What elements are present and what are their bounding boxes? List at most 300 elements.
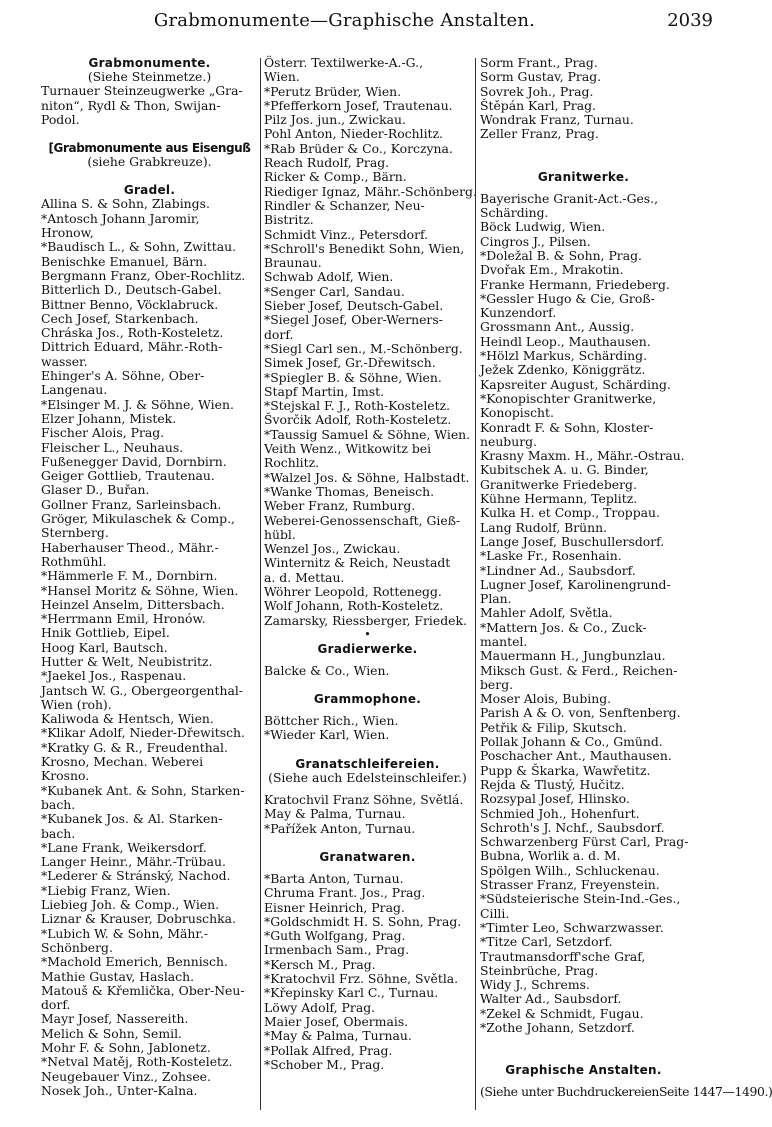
directory-entry <box>264 313 471 342</box>
directory-entry <box>41 684 258 713</box>
directory-entry <box>41 312 258 326</box>
entry-line: Langenau. <box>41 382 108 398</box>
directory-entry <box>264 714 471 728</box>
directory-entry <box>41 855 258 869</box>
entry-line: niton“, Rydl & Thon, Swijan- <box>41 97 221 113</box>
entry-line: Grossmann Ant., Aussig. <box>480 319 635 335</box>
section-heading: Granatschleifereien. <box>295 756 440 771</box>
entry-line: *Perutz Brüder, Wien. <box>264 83 402 99</box>
directory-entry <box>264 285 471 299</box>
directory-entry <box>41 326 258 340</box>
entry-line: Podol. <box>41 111 80 127</box>
entry-line: *Timter Leo, Schwarzwasser. <box>480 919 664 935</box>
entry-line: *Kubanek Ant. & Sohn, Starken- <box>41 782 245 798</box>
entry-line: Ježek Zdenko, Königgrätz. <box>480 362 646 378</box>
directory-entry <box>480 835 687 864</box>
spacer <box>480 1049 687 1063</box>
entry-line: *Lubich W. & Sohn, Mähr.- <box>41 925 209 941</box>
directory-entry <box>264 542 471 556</box>
entry-line: *Schober M., Prag. <box>264 1056 385 1072</box>
directory-entry <box>264 1029 471 1043</box>
spacer <box>264 836 471 850</box>
entry-line: Schärding. <box>480 205 549 221</box>
entry-line: Widy J., Schrems. <box>480 977 590 993</box>
entry-line: Maier Josef, Obermais. <box>264 1013 409 1029</box>
directory-entry <box>264 1015 471 1029</box>
entry-line: Krosno, Mechan. Weberei <box>41 754 204 770</box>
directory-entry <box>480 692 687 706</box>
entry-line: Chráska Jos., Roth-Kosteletz. <box>41 325 224 341</box>
directory-entry <box>480 950 687 979</box>
directory-entry <box>480 606 687 620</box>
directory-entry <box>480 621 687 650</box>
entry-line: Schönberg. <box>41 939 113 955</box>
directory-entry <box>480 449 687 463</box>
directory-entry <box>480 249 687 263</box>
cross-reference-note <box>480 1084 772 1100</box>
entry-line: *Liebig Franz, Wien. <box>41 882 171 898</box>
entry-line: Sovrek Joh., Prag. <box>480 83 594 99</box>
entry-line: Trautmansdorff'sche Graf, <box>480 948 646 964</box>
directory-entry <box>264 499 471 513</box>
entry-line: Kulka H. et Comp., Troppau. <box>480 505 660 521</box>
directory-entry <box>480 235 687 249</box>
entry-line: Miksch Gust. & Ferd., Reichen- <box>480 662 678 678</box>
directory-entry <box>480 1007 687 1021</box>
entry-line: Lugner Josef, Karolinengrund- <box>480 576 671 592</box>
directory-entry <box>480 192 687 221</box>
cross-reference-note <box>264 771 471 785</box>
entry-line: Cingros J., Pilsen. <box>480 233 591 249</box>
entry-line: wasser. <box>41 353 88 369</box>
directory-entry <box>480 821 687 835</box>
entry-line: *Herrmann Emil, Hronów. <box>41 611 206 627</box>
spacer <box>480 142 687 156</box>
entry-line: Heinzel Anselm, Dittersbach. <box>41 596 225 612</box>
entry-line: *Schroll's Benedikt Sohn, Wien, <box>264 240 465 256</box>
directory-entry <box>264 56 471 85</box>
directory-entry <box>41 841 258 855</box>
directory-entry <box>264 1058 471 1072</box>
entry-line: Melich & Sohn, Semil. <box>41 1025 182 1041</box>
entry-line: *Lederer & Stránský, Nachod. <box>41 868 231 884</box>
entry-line: *Lindner Ad., Saubsdorf. <box>480 562 636 578</box>
directory-entry <box>41 741 258 755</box>
page-number: 2039 <box>667 10 713 31</box>
entry-line: Kratochvil Franz Söhne, Světlá. <box>264 792 464 808</box>
directory-entry <box>480 649 687 663</box>
directory-entry <box>480 1021 687 1035</box>
entry-line: Allina S. & Sohn, Zlabings. <box>41 196 210 212</box>
section-heading: Granatwaren. <box>319 849 416 864</box>
bullet-mark: • <box>364 627 371 641</box>
directory-entry <box>264 142 471 156</box>
entry-line: Benischke Emanuel, Bärn. <box>41 253 208 269</box>
entry-line: Böttcher Rich., Wien. <box>264 713 399 729</box>
entry-line: Walter Ad., Saubsdorf. <box>480 991 622 1007</box>
directory-entry <box>41 712 258 726</box>
directory-entry <box>480 127 687 141</box>
entry-line: Heindl Leop., Mauthausen. <box>480 333 651 349</box>
spacer <box>41 169 258 183</box>
section-heading: Granitwerke. <box>537 169 630 184</box>
entry-line: Rothmühl. <box>41 553 107 569</box>
entry-line: Geiger Gottlieb, Trautenau. <box>41 468 215 484</box>
entry-line: *Walzel Jos. & Söhne, Halbstadt. <box>264 469 470 485</box>
directory-entry <box>41 426 258 440</box>
directory-entry <box>264 270 471 284</box>
directory-entry <box>264 170 471 184</box>
cross-reference-note <box>41 155 258 169</box>
directory-entry <box>264 299 471 313</box>
entry-line: *Pařížek Anton, Turnau. <box>264 820 416 836</box>
cross-reference-note <box>41 70 258 84</box>
entry-line: Weber Franz, Rumburg. <box>264 498 416 514</box>
spacer <box>480 156 687 170</box>
entry-line: *Titze Carl, Setzdorf. <box>480 934 613 950</box>
entry-line: Riediger Ignaz, Mähr.-Schönberg. <box>264 183 477 199</box>
entry-line: *Senger Carl, Sandau. <box>264 283 405 299</box>
directory-entry <box>41 512 258 541</box>
entry-line: Sieber Josef, Deutsch-Gabel. <box>264 298 444 314</box>
entry-line: *Lane Frank, Weikersdorf. <box>41 839 207 855</box>
spacer <box>41 127 258 141</box>
section-heading: Grabmonumente. <box>88 56 211 70</box>
entry-line: Rindler & Schanzer, Neu- <box>264 197 425 213</box>
entry-line: *Siegl Carl sen., M.-Schönberg. <box>264 340 463 356</box>
directory-entry <box>480 220 687 234</box>
entry-line: (Siehe Steinmetze.) <box>87 69 212 84</box>
directory-entry <box>41 641 258 655</box>
entry-line: Wien. <box>264 69 300 85</box>
directory-entry <box>41 812 258 841</box>
entry-line: *Guth Wolfgang, Prag. <box>264 928 406 944</box>
entry-line: Matouš & Křemlička, Ober-Neu- <box>41 982 245 998</box>
directory-entry <box>480 421 687 450</box>
entry-line: Irmenbach Sam., Prag. <box>264 942 410 958</box>
directory-entry <box>41 1027 258 1041</box>
entry-line: *Rab Brüder & Co., Korczyna. <box>264 140 453 156</box>
directory-entry <box>41 612 258 626</box>
section-heading: Gradierwerke. <box>317 641 418 656</box>
entry-line: Fischer Alois, Prag. <box>41 425 165 441</box>
directory-entry <box>41 412 258 426</box>
entry-line: Ehinger's A. Söhne, Ober- <box>41 368 205 384</box>
entry-line: Weberei-Genossenschaft, Gieß- <box>264 512 461 528</box>
directory-entry <box>264 85 471 99</box>
entry-line: Hnik Gottlieb, Eipel. <box>41 625 170 641</box>
directory-entry <box>41 1084 258 1098</box>
entry-line: Ricker & Comp., Bärn. <box>264 169 407 185</box>
directory-entry <box>41 726 258 740</box>
entry-line: *Antosch Johann Jaromir, <box>41 210 200 226</box>
entry-line: Pollak Johann & Co., Gmünd. <box>480 734 663 750</box>
directory-entry <box>41 369 258 398</box>
entry-line: Parish A & O. von, Senftenberg. <box>480 705 681 721</box>
entry-line: bach. <box>41 796 76 812</box>
directory-entry <box>264 599 471 613</box>
directory-entry <box>264 556 471 585</box>
entry-line: Bistritz. <box>264 212 314 228</box>
entry-line: Seite 1447—1490.) <box>658 1084 772 1100</box>
entry-line: *Zekel & Schmidt, Fugau. <box>480 1005 644 1021</box>
entry-line: Spölgen Wilh., Schluckenau. <box>480 862 660 878</box>
entry-line: Švorčik Adolf, Roth-Kosteletz. <box>264 412 452 428</box>
directory-entry <box>480 99 687 113</box>
entry-line: *Elsinger M. J. & Söhne, Wien. <box>41 396 234 412</box>
column-2 <box>264 55 477 1072</box>
directory-entry <box>480 764 687 778</box>
directory-entry <box>41 569 258 583</box>
directory-entry <box>41 340 258 369</box>
entry-line: (Siehe unter Buchdruckereien <box>480 1084 659 1100</box>
directory-entry <box>480 749 687 763</box>
directory-entry <box>264 958 471 972</box>
directory-entry <box>480 564 687 578</box>
entry-line: Sorm Gustav, Prag. <box>480 69 602 85</box>
directory-entry <box>264 886 471 900</box>
entry-line: Kaliwoda & Hentsch, Wien. <box>41 711 214 727</box>
directory-entry <box>264 1044 471 1058</box>
entry-line: *Zothe Johann, Setzdorf. <box>480 1020 635 1035</box>
directory-entry <box>264 442 471 471</box>
directory-entry <box>41 1055 258 1069</box>
entry-line: Schmied Joh., Hohenfurt. <box>480 805 640 821</box>
directory-entry <box>264 972 471 986</box>
directory-entry <box>41 283 258 297</box>
directory-entry <box>41 898 258 912</box>
directory-entry <box>480 463 687 492</box>
entry-line: *Hansel Moritz & Söhne, Wien. <box>41 582 239 598</box>
entry-line: bach. <box>41 825 76 841</box>
entry-line: *Konopischter Granitwerke, <box>480 390 657 406</box>
entry-line: Konopischt. <box>480 405 554 421</box>
entry-line: Kühne Hermann, Teplitz. <box>480 491 638 507</box>
entry-line: *Hölzl Markus, Schärding. <box>480 348 648 364</box>
entry-line: *Klikar Adolf, Nieder-Dřewitsch. <box>41 725 245 741</box>
directory-entry <box>41 255 258 269</box>
entry-line: Neugebauer Vinz., Zohsee. <box>41 1068 211 1084</box>
entry-line: Moser Alois, Bubing. <box>480 691 612 707</box>
directory-entry <box>41 1070 258 1084</box>
entry-line: Österr. Textilwerke-A.-G., <box>264 55 424 70</box>
entry-line: Krosno. <box>41 768 90 784</box>
entry-line: Langer Heinr., Mähr.-Trübau. <box>41 854 226 870</box>
entry-line: *Laske Fr., Rosenhain. <box>480 548 622 564</box>
directory-entry <box>480 392 687 421</box>
entry-line: Wöhrer Leopold, Rottenegg. <box>264 583 442 599</box>
entry-line: neuburg. <box>480 433 537 449</box>
directory-entry <box>480 892 687 921</box>
entry-line: *Kubanek Jos. & Al. Starken- <box>41 811 223 827</box>
entry-line: Reach Rudolf, Prag. <box>264 155 390 171</box>
directory-entry <box>480 921 687 935</box>
entry-line: Hoog Karl, Bautsch. <box>41 639 168 655</box>
spacer <box>264 743 471 757</box>
entry-line: Wondrak Franz, Turnau. <box>480 112 634 128</box>
entry-line: Wien (roh). <box>41 696 112 712</box>
directory-entry <box>480 735 687 749</box>
entry-line: Cech Josef, Starkenbach. <box>41 310 199 326</box>
directory-entry <box>480 335 687 349</box>
directory-entry <box>264 901 471 915</box>
entry-line: Granitwerke Friedeberg. <box>480 476 637 492</box>
entry-line: Nosek Joh., Unter-Kalna. <box>41 1082 198 1098</box>
directory-entry <box>480 721 687 735</box>
entry-line: Braunau. <box>264 255 322 271</box>
entry-line: Štěpán Karl, Prag. <box>480 97 596 113</box>
directory-entry <box>41 298 258 312</box>
directory-entry <box>480 578 687 607</box>
entry-line: Jantsch W. G., Obergeorgenthal- <box>41 682 243 698</box>
directory-entry <box>264 156 471 170</box>
directory-entry <box>264 585 471 599</box>
entry-line: Petřik & Filip, Skutsch. <box>480 719 627 735</box>
entry-line: Wolf Johann, Roth-Kosteletz. <box>264 598 444 614</box>
entry-line: Cilli. <box>480 905 510 921</box>
column-1 <box>41 56 258 1098</box>
entry-line: Mauermann H., Jungbunzlau. <box>480 648 666 664</box>
section-heading: Graphische Anstalten. <box>505 1063 662 1078</box>
entry-line: *Baudisch L., & Sohn, Zwittau. <box>41 239 237 255</box>
entry-line: Hronow, <box>41 225 94 241</box>
directory-entry <box>41 970 258 984</box>
directory-entry <box>480 349 687 363</box>
entry-line: *Gessler Hugo & Cie, Groß- <box>480 290 655 306</box>
entry-line: (siehe Grabkreuze). <box>87 154 212 170</box>
directory-entry <box>264 413 471 427</box>
directory-entry <box>264 471 471 485</box>
entry-line: Bittner Benno, Vöcklabruck. <box>41 296 219 312</box>
directory-entry <box>264 822 471 836</box>
entry-line: *Křepinsky Karl C., Turnau. <box>264 985 439 1001</box>
entry-line: Kunzendorf. <box>480 305 557 321</box>
directory-entry <box>480 278 687 292</box>
directory-entry <box>480 992 687 1006</box>
directory-entry <box>480 492 687 506</box>
entry-line: *Netval Matěj, Roth-Kosteletz. <box>41 1054 233 1070</box>
entry-line: Sternberg. <box>41 525 109 541</box>
entry-line: *Hämmerle F. M., Dornbirn. <box>41 568 218 584</box>
entry-line: Franke Hermann, Friedeberg. <box>480 276 670 292</box>
directory-entry <box>41 398 258 412</box>
section-heading: [Grabmonumente aus Eisenguß <box>48 141 251 156</box>
directory-entry <box>41 483 258 497</box>
directory-entry <box>480 978 687 992</box>
entry-line: Dvořak Em., Mrakotin. <box>480 262 624 278</box>
entry-line: Bubna, Worlik a. d. M. <box>480 848 621 864</box>
entry-line: Krasny Maxm. H., Mähr.-Ostrau. <box>480 448 685 464</box>
entry-line: *Goldschmidt H. S. Sohn, Prag. <box>264 913 462 929</box>
directory-entry <box>480 85 687 99</box>
entry-line: Turnauer Steinzeugwerke „Gra- <box>41 83 243 99</box>
entry-line: Veith Wenz., Witkowitz bei <box>264 441 432 457</box>
entry-line: Schroth's J. Nchf., Saubsdorf. <box>480 819 665 835</box>
directory-entry <box>264 943 471 957</box>
directory-entry <box>264 385 471 399</box>
entry-line: Hutter & Welt, Neubistritz. <box>41 653 213 669</box>
entry-line: Winternitz & Reich, Neustadt <box>264 555 451 571</box>
column-divider <box>475 58 476 1110</box>
directory-entry <box>41 884 258 898</box>
directory-entry <box>264 793 471 807</box>
directory-entry <box>480 706 687 720</box>
directory-entry <box>264 1001 471 1015</box>
directory-entry <box>264 929 471 943</box>
entry-line: Mathie Gustav, Haslach. <box>41 968 195 984</box>
directory-entry <box>41 984 258 1013</box>
entry-line: *Stejskal F. J., Roth-Kosteletz. <box>264 398 451 414</box>
directory-entry <box>480 864 687 878</box>
directory-entry <box>480 70 687 84</box>
directory-entry <box>264 199 471 228</box>
entry-line: *May & Palma, Turnau. <box>264 1028 412 1044</box>
directory-entry <box>264 428 471 442</box>
entry-line: Schwab Adolf, Wien. <box>264 269 394 285</box>
directory-entry <box>41 784 258 813</box>
directory-entry <box>480 935 687 949</box>
entry-line: *Machold Emerich, Bennisch. <box>41 954 228 970</box>
column-3 <box>480 55 772 1100</box>
entry-line: *Kratochvil Frz. Söhne, Světla. <box>264 971 459 987</box>
entry-line: Pilz Jos. jun., Zwickau. <box>264 112 406 128</box>
entry-line: Rejda & Tlustý, Hučitz. <box>480 776 625 792</box>
directory-entry <box>264 113 471 127</box>
entry-line: Fleischer L., Neuhaus. <box>41 439 184 455</box>
entry-line: May & Palma, Turnau. <box>264 806 406 822</box>
entry-line: *Jaekel Jos., Raspenau. <box>41 668 187 684</box>
entry-line: Balcke & Co., Wien. <box>264 662 390 678</box>
directory-entry <box>41 269 258 283</box>
directory-entry <box>264 127 471 141</box>
entry-line: Zamarsky, Riessberger, Friedek. <box>264 612 467 628</box>
directory-entry <box>480 778 687 792</box>
entry-line: Rochlitz. <box>264 455 320 471</box>
entry-line: *Spiegler B. & Söhne, Wien. <box>264 369 442 385</box>
entry-line: Bitterlich D., Deutsch-Gabel. <box>41 282 222 298</box>
entry-line: *Kratky G. & R., Freudenthal. <box>41 739 228 755</box>
section-heading: Grammophone. <box>313 692 422 707</box>
directory-entry <box>264 915 471 929</box>
entry-line: Plan. <box>480 591 512 607</box>
directory-entry <box>480 113 687 127</box>
entry-line: Gollner Franz, Sarleinsbach. <box>41 496 222 512</box>
entry-line: dorf. <box>41 997 71 1013</box>
section-heading: Gradel. <box>123 183 176 198</box>
page-title: Grabmonumente—Graphische Anstalten. <box>153 10 536 31</box>
directory-entry <box>264 986 471 1000</box>
directory-entry <box>264 183 477 199</box>
entry-line: Bayerische Granit-Act.-Ges., <box>480 190 659 206</box>
column-divider <box>260 58 261 1110</box>
entry-line: *Wieder Karl, Wien. <box>264 727 390 743</box>
directory-entry <box>264 872 471 886</box>
directory-entry <box>41 541 258 570</box>
entry-line: Fußenegger David, Dornbirn. <box>41 453 227 469</box>
directory-entry <box>41 240 258 254</box>
directory-entry <box>264 356 471 370</box>
entry-line: Zeller Franz, Prag. <box>480 126 599 142</box>
entry-line: Stapf Martin, Imst. <box>264 383 385 399</box>
entry-line: Pupp & Škarka, Wawřetitz. <box>480 762 651 778</box>
spacer <box>264 678 471 692</box>
entry-line: Simek Josef, Gr.-Dřewitsch. <box>264 355 436 371</box>
entry-line: *Pollak Alfred, Prag. <box>264 1042 393 1058</box>
directory-entry <box>264 485 471 499</box>
entry-line: *Siegel Josef, Ober-Werners- <box>264 312 443 328</box>
directory-entry <box>480 878 687 892</box>
directory-entry <box>41 669 258 683</box>
